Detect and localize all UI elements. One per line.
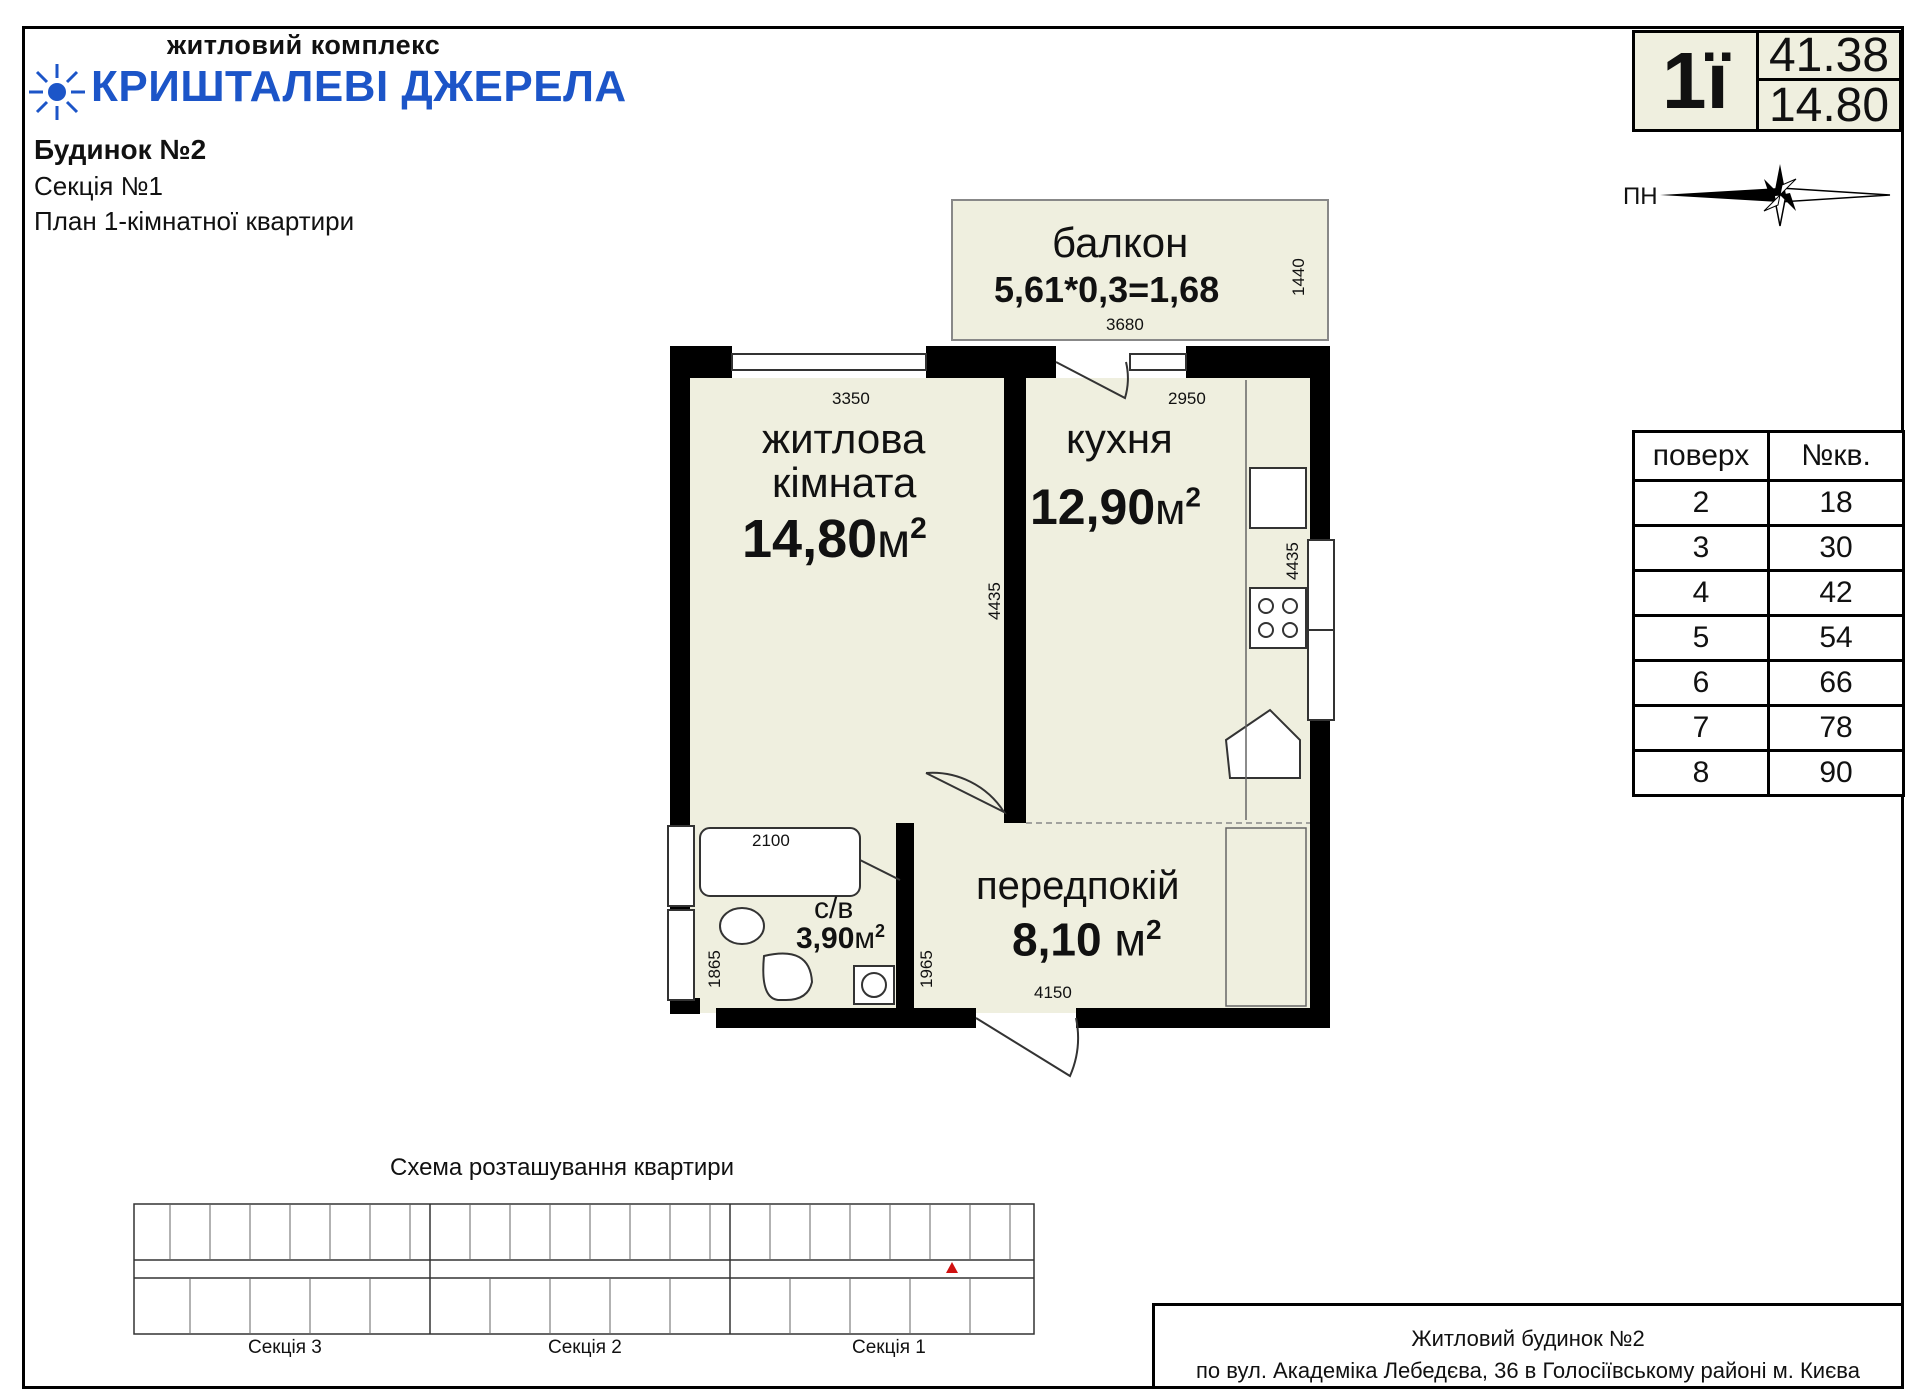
floor-cell: 5	[1634, 616, 1769, 661]
bathroom-area-sup: 2	[875, 921, 886, 941]
apt-number-cell: 90	[1769, 751, 1904, 796]
apt-number-cell: 42	[1769, 571, 1904, 616]
kitchen-area	[1030, 479, 1201, 535]
dim-hall-depth: 1965	[917, 950, 936, 988]
apt-number-cell: 30	[1769, 526, 1904, 571]
floor-cell: 7	[1634, 706, 1769, 751]
table-row	[1634, 706, 1904, 751]
hallway-label: передпокій	[976, 864, 1180, 908]
balcony-area: 5,61*0,3=1,68	[994, 269, 1220, 310]
balcony-label: балкон	[1052, 219, 1189, 266]
hallway-area-unit: м	[1114, 913, 1146, 966]
table-row	[1634, 661, 1904, 706]
floor-table	[1632, 430, 1905, 797]
table-row	[1634, 616, 1904, 661]
apt-number-cell: 18	[1769, 481, 1904, 526]
title-block-line-1: Житловий будинок №2	[1411, 1326, 1645, 1351]
scheme-section-1: Секція 1	[852, 1337, 926, 1358]
hallway-area-value: 8,10	[1012, 913, 1115, 966]
dim-bath-depth: 1865	[705, 950, 724, 988]
building-scheme	[130, 1200, 1040, 1340]
scheme-section-2: Секція 2	[548, 1337, 622, 1358]
bathroom-label: с/в	[814, 892, 854, 925]
floor-cell: 4	[1634, 571, 1769, 616]
dim-living-depth: 4435	[985, 582, 1004, 620]
living-room-area-value: 14,80	[742, 509, 878, 569]
dim-balcony-width: 3680	[1106, 315, 1144, 334]
kitchen-area-value: 12,90	[1030, 479, 1156, 535]
bathroom-area-unit: м	[854, 922, 876, 955]
floor-cell: 3	[1634, 526, 1769, 571]
floor-cell: 2	[1634, 481, 1769, 526]
floor-cell: 8	[1634, 751, 1769, 796]
apt-number-cell: 66	[1769, 661, 1904, 706]
building-title: Будинок №2	[34, 134, 207, 165]
living-room-label-2: кімната	[772, 459, 917, 506]
table-row	[1634, 751, 1904, 796]
apt-number-column-header: №кв.	[1769, 432, 1904, 481]
kitchen-label: кухня	[1066, 415, 1173, 462]
section-title: Секція №1	[34, 171, 163, 201]
floor-table-header	[1634, 432, 1904, 481]
title-block	[1152, 1303, 1904, 1389]
compass-label: ПН	[1623, 183, 1658, 210]
dim-balcony-depth: 1440	[1289, 258, 1308, 296]
total-area: 41.38	[1759, 33, 1899, 81]
dim-bath-width: 2100	[752, 831, 790, 850]
hallway-area-sup: 2	[1145, 914, 1162, 945]
apartment-type: 1ї	[1635, 33, 1759, 129]
living-room-area-sup: 2	[910, 512, 927, 545]
plan-type-title: План 1-кімнатної квартири	[34, 206, 355, 236]
living-area: 14.80	[1768, 78, 1890, 132]
logo-subtitle: житловий комплекс	[167, 30, 441, 60]
kitchen-area-unit: м	[1155, 485, 1186, 534]
table-row	[1634, 526, 1904, 571]
table-row	[1634, 571, 1904, 616]
hallway-area	[1012, 913, 1162, 966]
apt-number-cell: 78	[1769, 706, 1904, 751]
bathroom-area	[796, 922, 885, 954]
living-room-area-unit: м	[877, 515, 911, 568]
floor-column-header: поверх	[1634, 432, 1769, 481]
dim-living-width: 3350	[832, 389, 870, 408]
dim-kitchen-depth: 4435	[1283, 542, 1302, 580]
dim-hall-width: 4150	[1034, 983, 1072, 1002]
kitchen-area-sup: 2	[1185, 481, 1201, 513]
scheme-section-3: Секція 3	[248, 1337, 322, 1358]
living-room-area	[742, 509, 927, 569]
dim-kitchen-width: 2950	[1168, 389, 1206, 408]
table-row	[1634, 481, 1904, 526]
scheme-title: Схема розташування квартири	[390, 1154, 734, 1181]
floor-cell: 6	[1634, 661, 1769, 706]
logo-name: КРИШТАЛЕВІ ДЖЕРЕЛА	[91, 62, 627, 111]
living-room-label-1: житлова	[762, 415, 926, 462]
apt-number-cell: 54	[1769, 616, 1904, 661]
bathroom-area-value: 3,90	[796, 922, 855, 955]
title-block-line-2: по вул. Академіка Лебедєва, 36 в Голосіївському районі м. Києва	[1196, 1358, 1860, 1383]
